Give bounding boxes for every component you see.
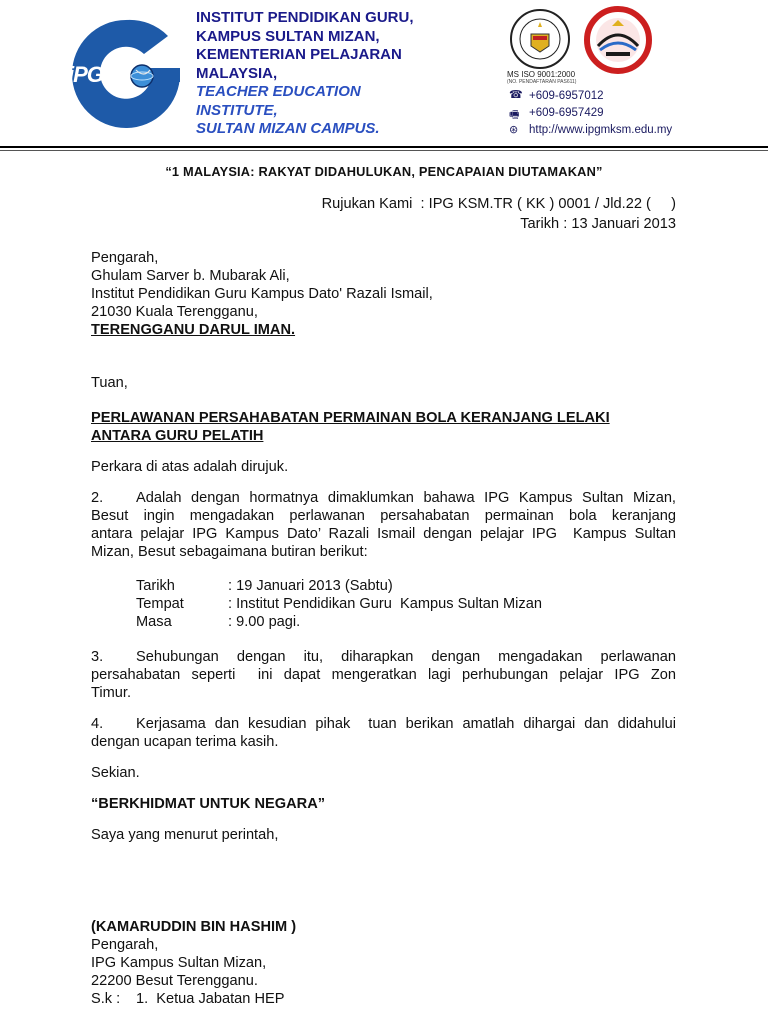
ipg-logo [66, 14, 186, 134]
fax-icon: 🖷 [509, 109, 520, 121]
phone-number: +609-6957012 [529, 90, 604, 102]
paragraph-2-line-4: Mizan, Besut sebagaimana butiran berikut: [91, 544, 368, 560]
website-icon: ⊛ [509, 124, 519, 136]
paragraph-4 [91, 715, 676, 751]
detail-row-time [136, 613, 676, 631]
signatory-name: (KAMARUDDIN BIN HASHIM ) [91, 919, 297, 935]
detail-row-place [136, 595, 676, 613]
motto: “BERKHIDMAT UNTUK NEGARA” [91, 796, 326, 812]
paragraph-2-line-3: antara pelajar IPG Kampus Dato’ Razali Ismail dengan pelajar IPG Kampus Sultan [91, 526, 676, 542]
cc-label: S.k : [91, 991, 121, 1007]
cc-item: 1. Ketua Jabatan HEP [136, 991, 285, 1007]
reference-number: Rujukan Kami : IPG KSM.TR ( KK ) 0001 / Jld.22 ( ) [321, 196, 676, 212]
iso-seal-icon [509, 8, 571, 70]
recipient-line-4: 21030 Kuala Terengganu, [91, 304, 258, 320]
institute-name-en-1: TEACHER EDUCATION [196, 83, 361, 100]
recipient-line-2: Ghulam Sarver b. Mubarak Ali, [91, 268, 290, 284]
paragraph-4-number: 4. [91, 716, 104, 732]
paragraph-1: Perkara di atas adalah dirujuk. [91, 459, 289, 475]
recipient-address [91, 249, 681, 339]
signatory-block [91, 918, 296, 1008]
closing: Sekian. [91, 765, 140, 781]
detail-value: : 19 Januari 2013 (Sabtu) [228, 578, 393, 594]
paragraph-3 [91, 648, 676, 702]
header-divider-thin [0, 150, 768, 151]
subject-line-2: ANTARA GURU PELATIH [91, 428, 264, 444]
paragraph-2-line-2: Besut ingin mengadakan perlawanan persahabatan permainan bola keranjang [91, 508, 676, 524]
carbon-copy [91, 990, 296, 1008]
national-slogan: “1 MALAYSIA: RAKYAT DIDAHULUKAN, PENCAPAIAN DIUTAMAKAN” [165, 164, 603, 179]
detail-row-date [136, 577, 676, 595]
salutation: Tuan, [91, 375, 128, 391]
sign-off: Saya yang menurut perintah, [91, 827, 279, 843]
paragraph-2 [91, 489, 676, 561]
signatory-title: Pengarah, [91, 937, 159, 953]
subject-line-1: PERLAWANAN PERSAHABATAN PERMAINAN BOLA KERANJANG LELAKI [91, 410, 610, 426]
fax-number: +609-6957429 [529, 107, 604, 119]
campus-emblem-icon [584, 6, 652, 74]
paragraph-3-line-2: persahabatan seperti ini dapat mengeratkan lagi perhubungan pelajar IPG Zon [91, 667, 676, 683]
institute-name-en-3: SULTAN MIZAN CAMPUS. [196, 120, 380, 137]
detail-label: Tempat [136, 596, 184, 612]
institute-name-en-2: INSTITUTE, [196, 101, 278, 119]
iso-label: MS ISO 9001:2000 [507, 70, 576, 79]
institute-name-ms-2: KAMPUS SULTAN MIZAN, [196, 27, 380, 45]
paragraph-4-line-1: Kerjasama dan kesudian pihak tuan berikan amatlah dihargai dan didahului [136, 716, 676, 732]
website-link[interactable]: http://www.ipgmksm.edu.my [529, 124, 673, 136]
paragraph-2-line-1: Adalah dengan hormatnya dimaklumkan bahawa IPG Kampus Sultan Mizan, [136, 490, 676, 506]
signatory-address: 22200 Besut Terengganu. [91, 973, 258, 989]
letter-date: Tarikh : 13 Januari 2013 [520, 216, 676, 232]
institute-name-ms-4: MALAYSIA, [196, 64, 278, 82]
institute-name-ms-3: KEMENTERIAN PELAJARAN [196, 46, 402, 63]
iso-registration: (NO. PENDAFTARAN PAS611) [507, 79, 577, 85]
phone-icon: ☎ [509, 89, 523, 101]
event-details [136, 577, 676, 631]
logo-text: iPG [68, 62, 103, 87]
recipient-line-1: Pengarah, [91, 250, 159, 266]
recipient-line-3: Institut Pendidikan Guru Kampus Dato' Razali Ismail, [91, 286, 433, 302]
recipient-line-5: TERENGGANU DARUL IMAN. [91, 322, 296, 338]
institute-name [196, 9, 496, 139]
letter-subject [91, 409, 691, 445]
paragraph-3-line-3: Timur. [91, 685, 131, 701]
detail-label: Tarikh [136, 578, 175, 594]
paragraph-4-line-2: dengan ucapan terima kasih. [91, 734, 279, 750]
header-divider [0, 146, 768, 148]
paragraph-2-number: 2. [91, 490, 104, 506]
signatory-org: IPG Kampus Sultan Mizan, [91, 955, 267, 971]
detail-value: : 9.00 pagi. [228, 614, 301, 630]
paragraph-3-number: 3. [91, 649, 104, 665]
paragraph-3-line-1: Sehubungan dengan itu, diharapkan dengan mengadakan perlawanan [136, 649, 676, 665]
detail-value: : Institut Pendidikan Guru Kampus Sultan Mizan [228, 596, 542, 612]
detail-label: Masa [136, 614, 172, 630]
institute-name-ms-1: INSTITUT PENDIDIKAN GURU, [196, 9, 414, 26]
